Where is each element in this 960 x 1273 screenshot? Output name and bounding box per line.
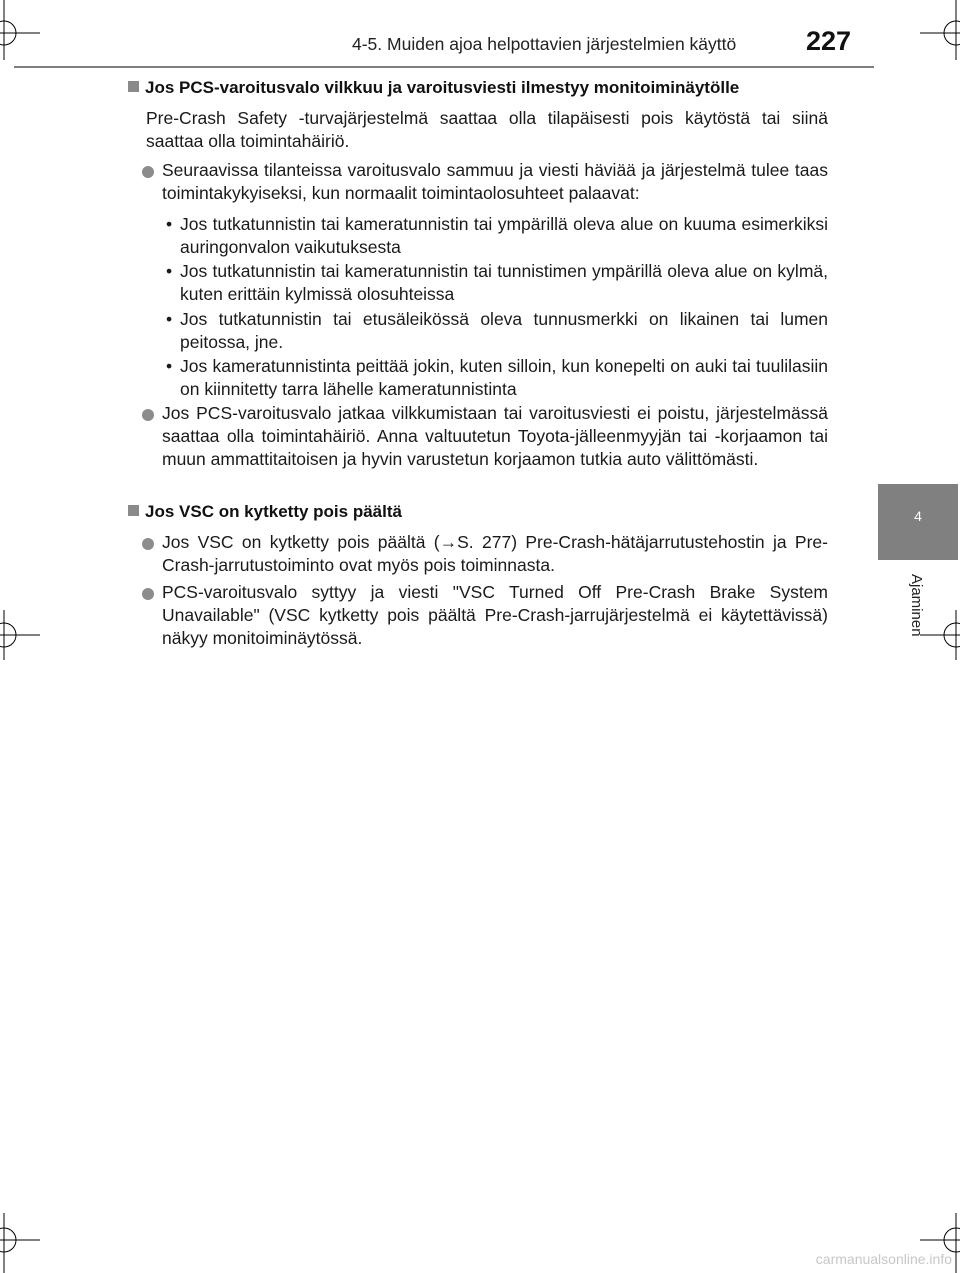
chapter-tab-number: 4 (914, 508, 922, 524)
chapter-tab-label: Ajaminen (908, 574, 925, 637)
crop-mark-mid-left (0, 610, 40, 660)
sub-item: Jos tutkatunnistin tai kameratunnistin tai tunnistimen ympärillä oleva alue on kylmä, kuten erittäin kylmissä olosuhteissa (180, 261, 828, 304)
sub-item: Jos kameratunnistinta peittää jokin, kuten silloin, kun konepelti on auki tai tuulilasiin on kiinnitetty tarra lähelle kameratunnistinta (180, 356, 828, 399)
square-bullet-icon (128, 81, 139, 92)
square-bullet-icon (128, 505, 139, 516)
bullet-text: PCS-varoitusvalo syttyy ja viesti "VSC Turned Off Pre-Crash Brake System Unavailable" (VSC kytketty pois päältä Pre-Crash-jarrujärjestelmä ei käytettävissä) näkyy monitoiminäytössä. (162, 582, 828, 648)
crop-mark-top-right (920, 0, 960, 60)
section-heading: Jos PCS-varoitusvalo vilkkuu ja varoitusviesti ilmestyy monitoiminäytölle (128, 78, 739, 98)
list-marker: • (166, 309, 173, 329)
bullet-text: Jos PCS-varoitusvalo jatkaa vilkkumistaan tai varoitusviesti ei poistu, järjestelmässä saattaa olla toimintahäiriö. Anna valtuutetun Toyota-jälleenmyyjän tai -korjaamon tai muun ammattitaitoisen ja hyvin varustetun korjaamon tutkia auto välittömästi. (162, 403, 828, 469)
round-bullet-icon (142, 409, 154, 421)
section-intro: Pre-Crash Safety -turvajärjestelmä saattaa olla tilapäisesti pois käytöstä tai siinä saattaa olla toimintahäiriö. (146, 108, 828, 151)
bullet-text: Jos VSC on kytketty pois päältä (→S. 277) Pre-Crash-hätäjarrutustehostin ja Pre-Crash-jarrutustoiminto ovat myös pois toiminnasta. (162, 532, 828, 575)
page-number: 227 (806, 26, 852, 56)
chapter-title: 4-5. Muiden ajoa helpottavien järjestelmien käyttö (352, 34, 737, 54)
list-marker: • (166, 356, 173, 376)
watermark-text: carmanualsonline.info (815, 1251, 952, 1267)
crop-mark-top-left (0, 0, 40, 60)
round-bullet-icon (142, 538, 154, 550)
sub-item: Jos tutkatunnistin tai kameratunnistin tai ympärillä oleva alue on kuuma esimerkiksi auringonvalon vaikutuksesta (180, 214, 828, 257)
list-marker: • (166, 261, 173, 281)
chapter-tab (878, 484, 958, 560)
round-bullet-icon (142, 166, 154, 178)
sub-item: Jos tutkatunnistin tai etusäleikössä oleva tunnusmerkki on likainen tai lumen peitossa, jne. (180, 309, 828, 352)
crop-mark-mid-right (920, 610, 960, 660)
section-heading: Jos VSC on kytketty pois päältä (128, 502, 402, 522)
list-marker: • (166, 214, 173, 234)
crop-mark-bottom-left (0, 1213, 40, 1273)
bullet-text: Seuraavissa tilanteissa varoitusvalo sammuu ja viesti häviää ja järjestelmä tulee taas toimintakykyiseksi, kun normaalit toimintaolosuhteet palaavat: (162, 160, 828, 203)
round-bullet-icon (142, 588, 154, 600)
header-divider (14, 66, 874, 68)
